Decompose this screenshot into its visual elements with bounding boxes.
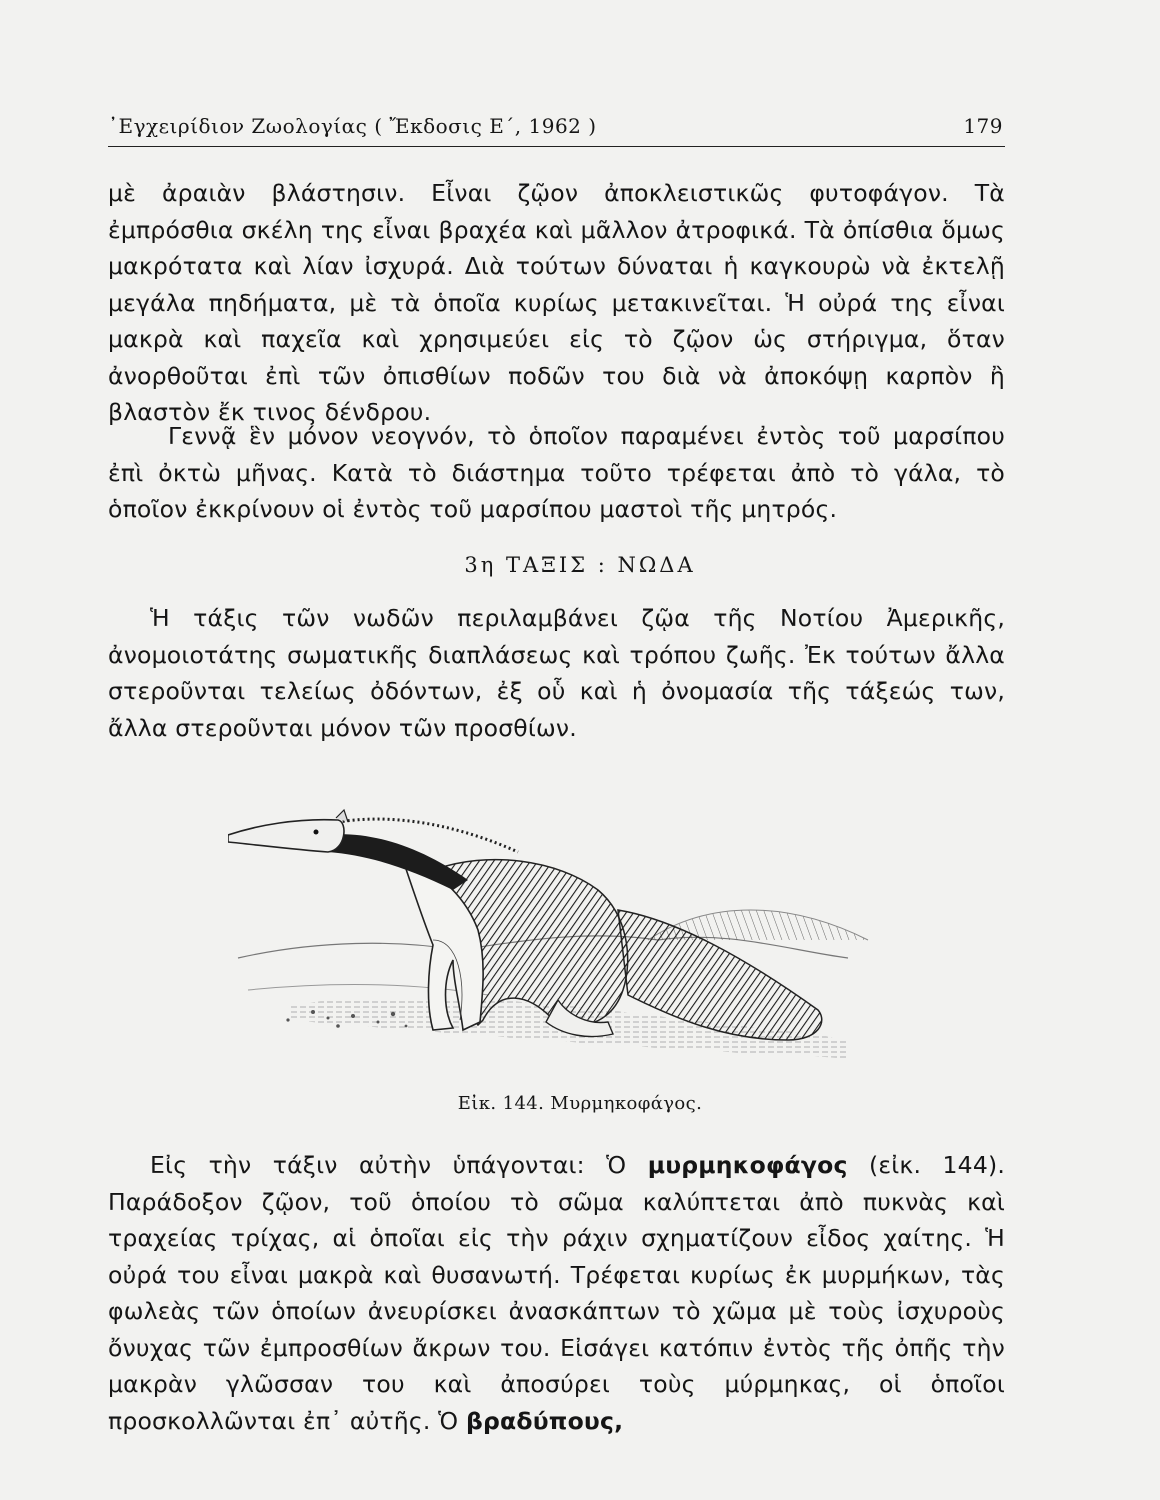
paragraph-edentata: Ἡ τάξις τῶν νωδῶν περιλαμβάνει ζῷα τῆς Νοτίου Ἀμερικῆς, ἀνομοιοτάτης σωματικῆς διαπλάσεως καὶ τρόπου ζωῆς. Ἐκ τούτων ἄλλα στεροῦνται τελείως ὀδόντων, ἐξ οὗ καὶ ἡ ὀνομασία τῆς τάξεώς των, ἄλλα στεροῦνται μόνον τῶν προσθίων. xyxy=(108,604,1005,742)
figure-caption: Εἰκ. 144. Μυρμηκοφάγος. xyxy=(457,1093,703,1114)
term-anteater: μυρμηκοφάγος xyxy=(647,1151,848,1179)
running-header xyxy=(108,112,1005,147)
anteater-illustration xyxy=(228,790,878,1080)
anteater-description: (εἰκ. 144). Παράδοξον ζῷον, τοῦ ὁποίου τὸ σῶμα καλύπτεται ἀπὸ πυκνὰς καὶ τραχείας τρίχας, αἱ ὁποῖαι εἰς τὴν ράχιν σχηματίζουν εἶδος χαίτης. Ἡ οὐρά του εἶναι μακρὰ καὶ θυσανωτή. Τρέφεται κυρίως ἐκ μυρμήκων, τὰς φωλεὰς τῶν ὁποίων ἀνευρίσκει ἀνασκάπτων τὸ χῶμα μὲ τοὺς ἰσχυροὺς ὄνυχας τῶν ἐμπροσθίων ἄκρων του. Εἰσάγει κατόπιν ἐντὸς τῆς ὀπῆς τὴν μακρὰν γλῶσσαν του καὶ ἀποσύρει τοὺς μύρμηκας, οἱ ὁποῖοι προσκολλῶνται ἐπ᾿ αὐτῆς. Ὁ xyxy=(108,1151,1006,1435)
header-title: ᾿Εγχειρίδιον Ζωολογίας ( Ἔκδοσις Ε΄, 1962 ) xyxy=(108,114,597,138)
paragraph-offspring: Γεννᾷ ἓν μόνον νεογνόν, τὸ ὁποῖον παραμένει ἐντὸς τοῦ μαρσίπου ἐπὶ ὀκτὼ μῆνας. Κατὰ τὸ διάστημα τοῦτο τρέφεται ἀπὸ τὸ γάλα, τὸ ὁποῖον ἐκκρίνουν οἱ ἐντὸς τοῦ μαρσίπου μαστοὶ τῆς μητρός. xyxy=(108,422,1005,523)
section-title: 3η ΤΑΞΙΣ : ΝΩΔΑ xyxy=(464,553,696,577)
anteater-intro: Εἰς τὴν τάξιν αὐτὴν ὑπάγονται: Ὁ xyxy=(150,1151,627,1179)
term-sloth: βραδύπους, xyxy=(465,1406,624,1435)
paragraph-anteater xyxy=(108,1147,1005,1439)
page-number: 179 xyxy=(963,114,1003,138)
paragraph-kangaroo: μὲ ἀραιὰν βλάστησιν. Εἶναι ζῷον ἀποκλειστικῶς φυτοφάγον. Τὰ ἐμπρόσθια σκέλη της εἶναι βραχέα καὶ μᾶλλον ἀτροφικά. Τὰ ὀπίσθια ὅμως μακρότατα καὶ λίαν ἰσχυρά. Διὰ τούτων δύναται ἡ καγκουρὼ νὰ ἐκτελῇ μεγάλα πηδήματα, μὲ τὰ ὁποῖα κυρίως μετακινεῖται. Ἡ οὐρά της εἶναι μακρὰ καὶ παχεῖα καὶ χρησιμεύει εἰς τὸ ζῷον ὡς στήριγμα, ὅταν ἀνορθοῦται ἐπὶ τῶν ὀπισθίων ποδῶν του διὰ νὰ ἀποκόψῃ καρπὸν ἢ βλαστὸν ἔκ τινος δένδρου. xyxy=(108,179,1005,426)
